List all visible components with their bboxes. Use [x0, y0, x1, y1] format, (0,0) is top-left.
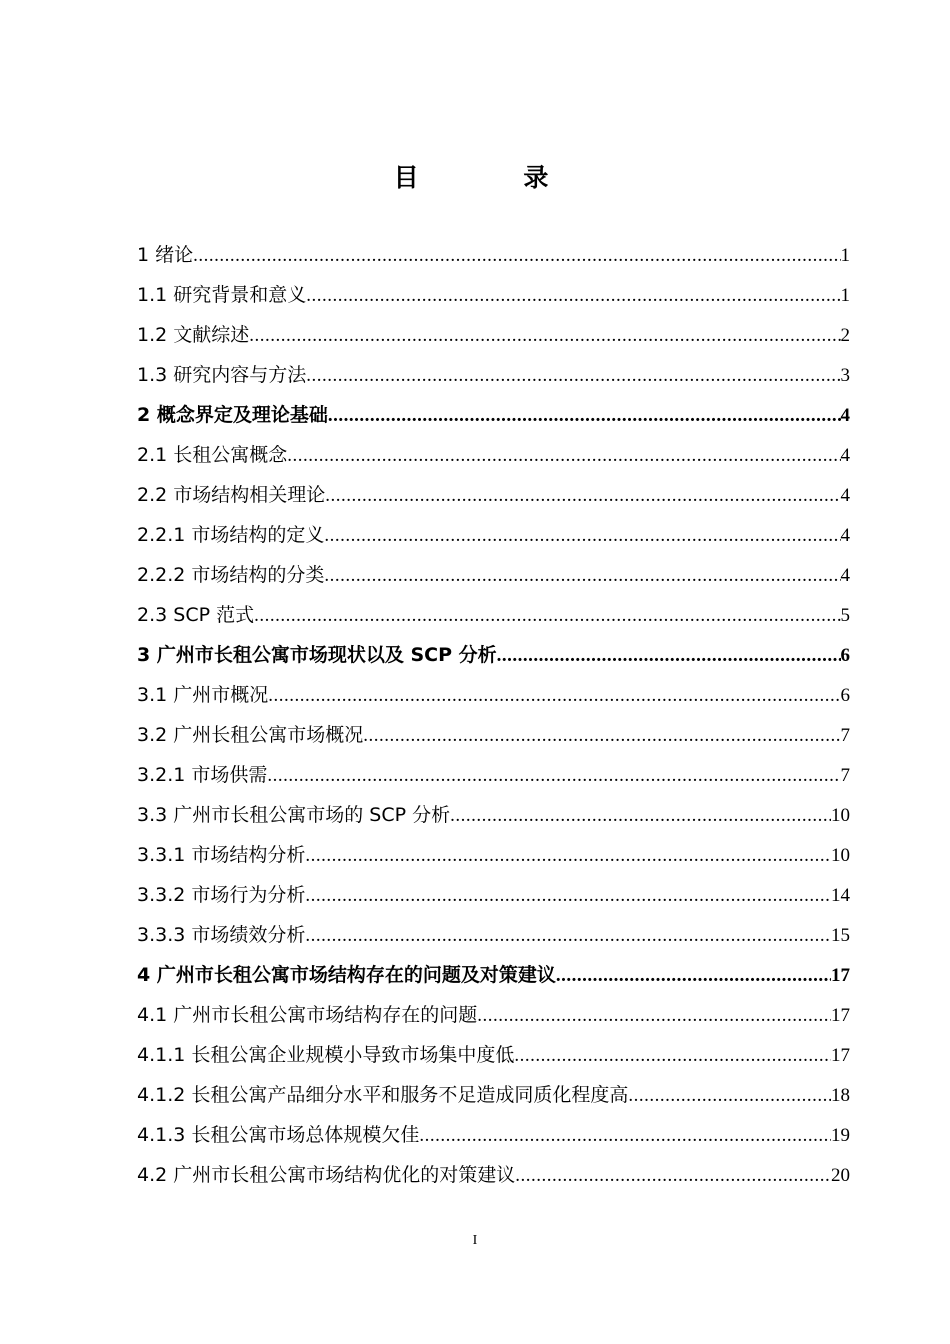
toc-entry[interactable]: [137, 795, 850, 835]
toc-leader-dots: [324, 556, 840, 596]
toc-chapter-entry[interactable]: [137, 955, 850, 995]
toc-entry-page: 14: [831, 885, 850, 906]
toc-leader-dots: [267, 756, 840, 796]
toc-entry-page: 17: [831, 1045, 850, 1066]
toc-entry[interactable]: [137, 595, 850, 635]
toc-leader-dots: [306, 276, 840, 316]
toc-entry-page: 3: [840, 365, 850, 386]
footer-page-number: I: [472, 1233, 478, 1248]
toc-entry-label: 1.3 研究内容与方法: [137, 364, 307, 386]
toc-entry-label: 2.3 SCP 范式: [137, 604, 255, 626]
toc-leader-dots: [477, 996, 831, 1036]
toc-entry[interactable]: [137, 675, 850, 715]
toc-entry[interactable]: [137, 1115, 850, 1155]
toc-entry-label: 1.2 文献综述: [137, 324, 250, 346]
toc-entry-label: 2.1 长租公寓概念: [137, 444, 288, 466]
toc-entry[interactable]: [137, 235, 850, 275]
toc-entry[interactable]: [137, 315, 850, 355]
toc-entry[interactable]: [137, 1155, 850, 1195]
toc-entry[interactable]: [137, 555, 850, 595]
toc-leader-dots: [556, 956, 831, 996]
toc-entry-page: 5: [840, 605, 850, 626]
toc-leader-dots: [305, 836, 831, 876]
toc-leader-dots: [305, 916, 831, 956]
toc-entry-label: 4.1.2 长租公寓产品细分水平和服务不足造成同质化程度高: [137, 1084, 629, 1106]
toc-entry-page: 2: [840, 325, 850, 346]
toc-entry[interactable]: [137, 915, 850, 955]
toc-entry[interactable]: [137, 475, 850, 515]
toc-leader-dots: [628, 1076, 831, 1116]
toc-entry-page: 19: [831, 1125, 850, 1146]
toc-chapter-entry[interactable]: [137, 395, 850, 435]
toc-entry[interactable]: [137, 1035, 850, 1075]
toc-leader-dots: [268, 676, 840, 716]
toc-entry-page: 4: [840, 485, 850, 506]
toc-leader-dots: [254, 596, 840, 636]
toc-entry-page: 6: [840, 685, 850, 706]
toc-leader-dots: [324, 516, 840, 556]
toc-leader-dots: [363, 716, 840, 756]
toc-entry-page: 10: [831, 845, 850, 866]
toc-leader-dots: [287, 436, 840, 476]
toc-leader-dots: [514, 1036, 831, 1076]
toc-leader-dots: [325, 476, 840, 516]
toc-entry-label: 4 广州市长租公寓市场结构存在的问题及对策建议: [137, 964, 556, 986]
toc-entry-label: 3.3.2 市场行为分析: [137, 884, 306, 906]
toc-entry-page: 18: [831, 1085, 850, 1106]
toc-entry-page: 7: [840, 725, 850, 746]
toc-entry-label: 2.2.1 市场结构的定义: [137, 524, 325, 546]
toc-entry-page: 17: [831, 1005, 850, 1026]
toc-entry-label: 2.2 市场结构相关理论: [137, 484, 326, 506]
toc-leader-dots: [515, 1156, 831, 1196]
toc-entry-label: 3.3.1 市场结构分析: [137, 844, 306, 866]
toc-leader-dots: [497, 636, 841, 676]
toc-entry-label: 3.3 广州市长租公寓市场的 SCP 分析: [137, 804, 451, 826]
page-title: 目 录: [393, 163, 597, 192]
toc-entry-label: 4.1.1 长租公寓企业规模小导致市场集中度低: [137, 1044, 515, 1066]
toc-entry-label: 1.1 研究背景和意义: [137, 284, 307, 306]
toc-entry[interactable]: [137, 355, 850, 395]
toc-entry-page: 1: [840, 245, 850, 266]
toc-entry[interactable]: [137, 995, 850, 1035]
toc-entry-page: 10: [831, 805, 850, 826]
toc-entry[interactable]: [137, 515, 850, 555]
toc-entry-page: 4: [840, 445, 850, 466]
toc-entry-label: 3.3.3 市场绩效分析: [137, 924, 306, 946]
toc-leader-dots: [450, 796, 831, 836]
toc-entry-page: 4: [840, 565, 850, 586]
toc-entry-page: 7: [840, 765, 850, 786]
toc-entry-page: 17: [831, 965, 850, 986]
toc-leader-dots: [249, 316, 840, 356]
toc-entry-label: 4.1.3 长租公寓市场总体规模欠佳: [137, 1124, 420, 1146]
toc-entry[interactable]: [137, 875, 850, 915]
toc-entry-label: 3 广州市长租公寓市场现状以及 SCP 分析: [137, 644, 497, 666]
toc-entry-label: 1 绪论: [137, 244, 194, 266]
toc-leader-dots: [306, 356, 840, 396]
toc-entry-page: 4: [840, 525, 850, 546]
toc-entry-page: 4: [840, 405, 850, 426]
toc-entry-label: 2.2.2 市场结构的分类: [137, 564, 325, 586]
toc-entry-label: 3.2 广州长租公寓市场概况: [137, 724, 364, 746]
toc-leader-dots: [328, 396, 841, 436]
toc-entry[interactable]: [137, 275, 850, 315]
toc-entry-label: 3.1 广州市概况: [137, 684, 269, 706]
toc-entry[interactable]: [137, 755, 850, 795]
toc-entry[interactable]: [137, 1075, 850, 1115]
toc-chapter-entry[interactable]: [137, 635, 850, 675]
toc-entry-page: 15: [831, 925, 850, 946]
toc-entry-page: 6: [840, 645, 850, 666]
toc-leader-dots: [305, 876, 831, 916]
toc-entry-label: 2 概念界定及理论基础: [137, 404, 328, 426]
toc-entry[interactable]: [137, 715, 850, 755]
toc-entry-label: 4.2 广州市长租公寓市场结构优化的对策建议: [137, 1164, 516, 1186]
toc-leader-dots: [419, 1116, 831, 1156]
toc-entry-label: 4.1 广州市长租公寓市场结构存在的问题: [137, 1004, 478, 1026]
toc-entry[interactable]: [137, 835, 850, 875]
toc-entry[interactable]: [137, 435, 850, 475]
toc-entry-page: 20: [831, 1165, 850, 1186]
toc-leader-dots: [193, 236, 840, 276]
toc-entry-page: 1: [840, 285, 850, 306]
table-of-contents: [137, 235, 850, 1195]
toc-entry-label: 3.2.1 市场供需: [137, 764, 268, 786]
